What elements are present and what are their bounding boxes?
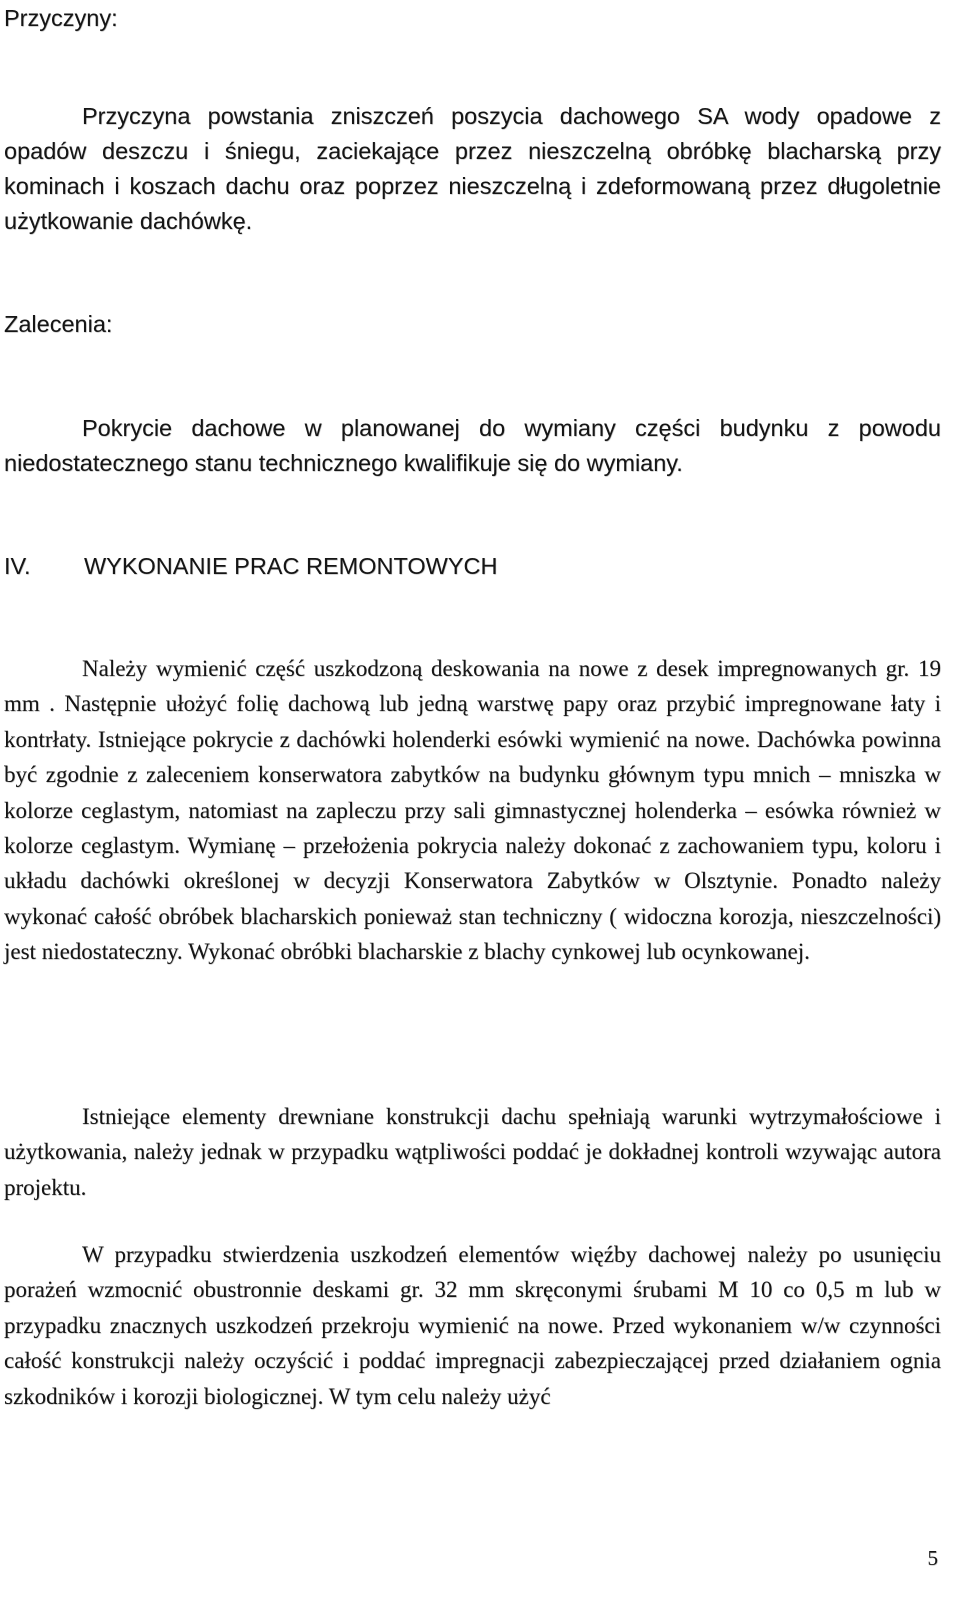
works-paragraph-3: W przypadku stwierdzenia uszkodzeń elementów więźby dachowej należy po usunięciu porażeń wzmocnić obustronnie deskami gr. 32 mm skręconymi śrubami M 10 co 0,5 m lub w przypadku znacznych uszkodzeń przekroju wymienić na nowe. Przed wykonaniem w/w czynności całość konstrukcji należy oczyścić i poddać impregnacji zabezpieczającej przed działaniem ognia szkodników i korozji biologicznej. W tym celu należy użyć [4, 1242, 941, 1409]
causes-heading: Przyczyny: [4, 5, 118, 31]
recommendations-heading: Zalecenia: [4, 311, 113, 337]
section-title: WYKONANIE PRAC REMONTOWYCH [84, 553, 498, 579]
causes-paragraph: Przyczyna powstania zniszczeń poszycia dachowego SA wody opadowe z opadów deszczu i śniegu, zaciekające przez nieszczelną obróbkę blacharską przy kominach i koszach dachu oraz poprzez nieszczelną i zdeformowaną przez długoletnie użytkowanie dachówkę. [4, 103, 941, 234]
page-number: 5 [927, 1546, 938, 1570]
section-number: IV. [4, 553, 31, 579]
works-paragraph-1: Należy wymienić część uszkodzoną deskowania na nowe z desek impregnowanych gr. 19 mm . Następnie ułożyć folię dachową lub jedną warstwę papy oraz przybić impregnowane łaty i kontrłaty. Istniejące pokrycie z dachówki holenderki esówki wymienić na nowe. Dachówka powinna być zgodnie z zaleceniem konserwatora zabytków na budynku głównym typu mnich – mniszka w kolorze ceglastym, natomiast na zapleczu przy sali gimnastycznej holenderka – esówka również w kolorze ceglastym. Wymianę – przełożenia pokrycia należy dokonać z zachowaniem typu, koloru i układu dachówki określonej w decyzji Konserwatora Zabytków w Olsztynie. Ponadto należy wykonać całość obróbek blacharskich ponieważ stan techniczny ( widoczna korozja, nieszczelności) jest niedostateczny. Wykonać obróbki blacharskie z blachy cynkowej lub ocynkowanej. [4, 656, 941, 965]
recommendations-paragraph: Pokrycie dachowe w planowanej do wymiany części budynku z powodu niedostatecznego stanu technicznego kwalifikuje się do wymiany. [4, 415, 941, 476]
works-paragraph-2: Istniejące elementy drewniane konstrukcji dachu spełniają warunki wytrzymałościowe i użytkowania, należy jednak w przypadku wątpliwości poddać je dokładnej kontroli wzywając autora projektu. [4, 1104, 941, 1200]
section-heading [4, 549, 941, 584]
